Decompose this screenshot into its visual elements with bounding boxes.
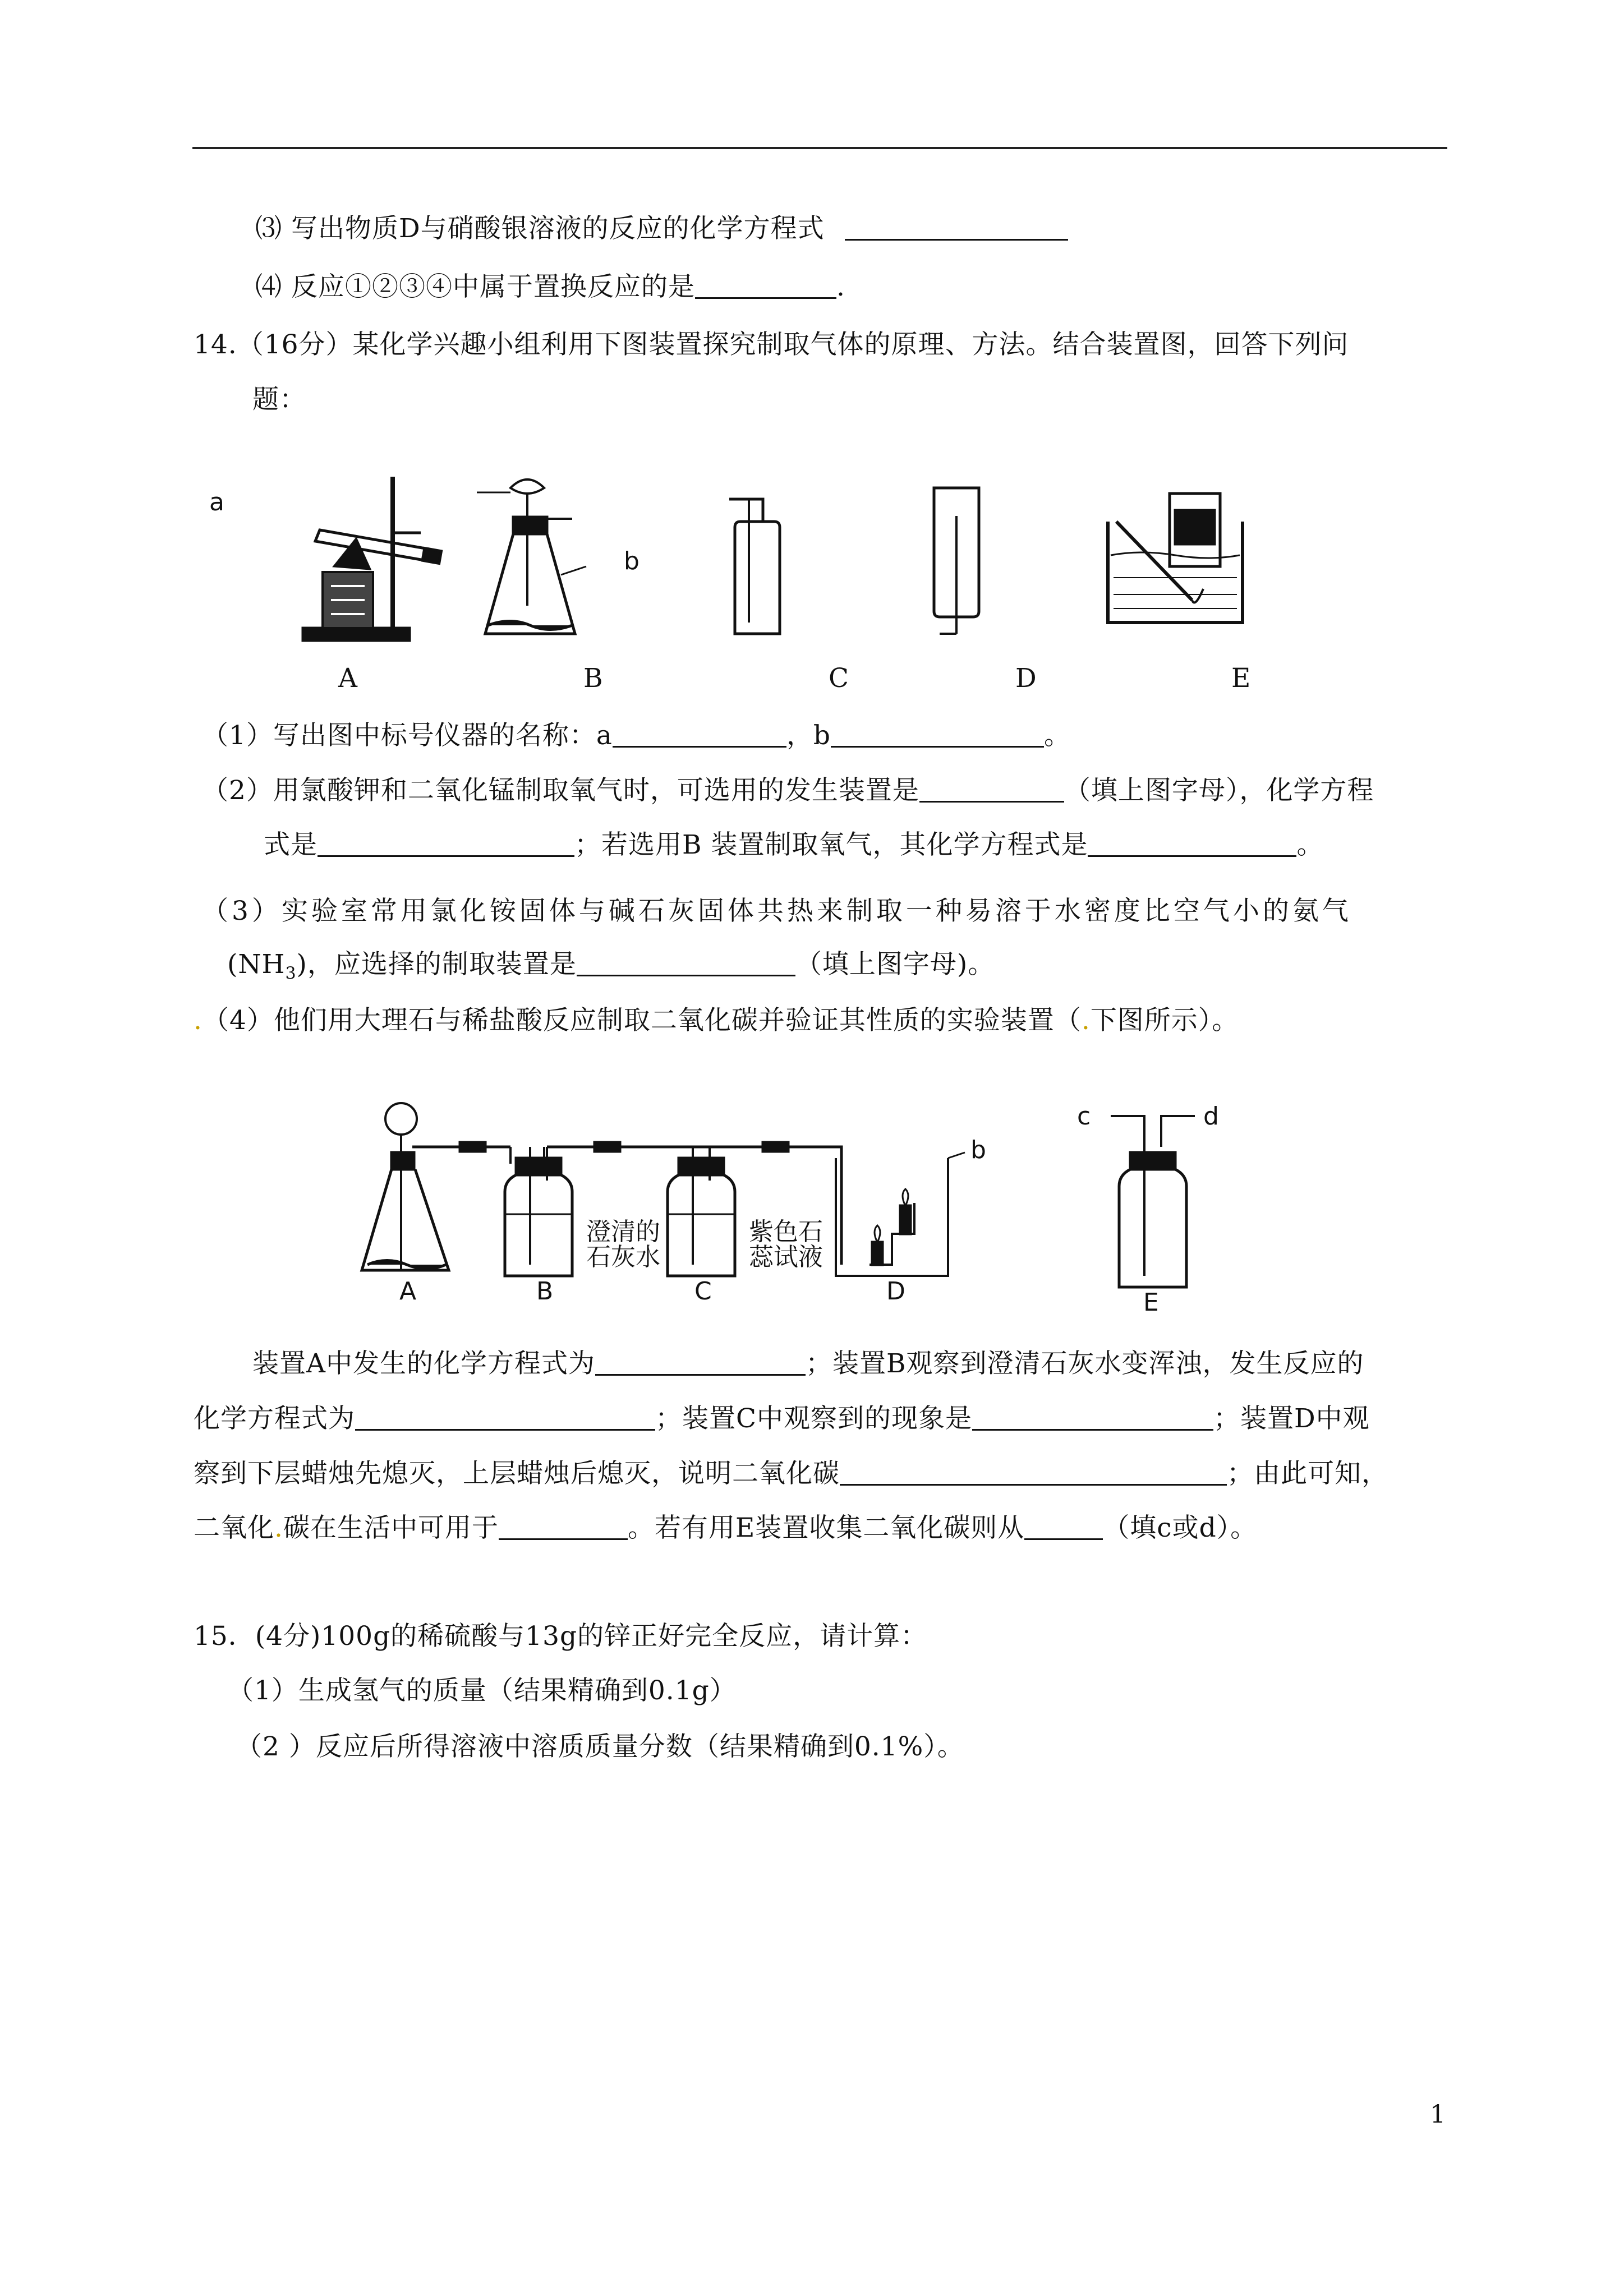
limewater-note-2: 石灰水 bbox=[586, 1243, 660, 1271]
q15-sub2: （2 ）反应后所得溶液中溶质质量分数（结果精确到0.1%）。 bbox=[236, 1731, 964, 1762]
q14-para-b: ；装置B观察到澄清石灰水变浑浊，发生反应的 bbox=[805, 1348, 1364, 1379]
answer-blank bbox=[613, 721, 786, 748]
q13-part4 bbox=[255, 270, 845, 304]
answer-blank bbox=[499, 1514, 628, 1540]
q14-sub2-line1 bbox=[202, 774, 1374, 808]
q14-para-line2 bbox=[194, 1402, 1370, 1436]
q14-sub3-line2 bbox=[227, 948, 995, 990]
label-d-mark: d bbox=[1203, 1102, 1219, 1131]
q15-intro: 15．(4分)100g的稀硫酸与13g的锌正好完全反应，请计算： bbox=[194, 1621, 928, 1652]
q14-para-text: 装置A中发生的化学方程式为 bbox=[252, 1348, 595, 1379]
q14-para-c2: ；装置D中观 bbox=[1213, 1403, 1370, 1434]
q14-para-text4: 二氧化 bbox=[194, 1513, 274, 1543]
fig2-label-e: E bbox=[1143, 1288, 1159, 1317]
q14-intro-line2: 题： bbox=[252, 384, 306, 415]
q14-sub1-b: ，b bbox=[786, 720, 831, 751]
nh3-sub: 3 bbox=[285, 963, 297, 984]
q14-para-line1 bbox=[252, 1347, 1364, 1381]
q14-para-text2: 化学方程式为 bbox=[194, 1403, 355, 1434]
marker-dot: . bbox=[194, 1005, 203, 1036]
q14-para-c4: 。若有用E装置收集二氧化碳则从 bbox=[627, 1513, 1025, 1543]
apparatus-d-inverted-bottle bbox=[934, 488, 979, 634]
q14-sub3-text: )，应选择的制取装置是 bbox=[296, 949, 577, 980]
fig1-label-b: B bbox=[583, 663, 604, 694]
answer-blank bbox=[840, 1459, 1227, 1486]
label-b-mark: b bbox=[970, 1136, 986, 1164]
q14-sub3-line1: （3）实验室常用氯化铵固体与碱石灰固体共热来制取一种易溶于水密度比空气小的氨气 bbox=[202, 896, 1352, 926]
apparatus-figure-1-svg bbox=[280, 465, 1290, 712]
q14-sub4-text: （4）他们用大理石与稀盐酸反应制取二氧化碳并验证其性质的实验装置（ bbox=[202, 1005, 1082, 1036]
apparatus-a-heating-setup bbox=[303, 477, 441, 640]
nh3-pre: (NH bbox=[227, 949, 286, 980]
q13-part4-end: . bbox=[836, 271, 845, 302]
q14-intro-line1: 14.（16分）某化学兴趣小组利用下图装置探究制取气体的原理、方法。结合装置图，回答下列问 bbox=[194, 329, 1349, 360]
label-a-mark: a bbox=[209, 488, 224, 517]
q14-sub2-line2 bbox=[264, 828, 1323, 862]
q14-sub2-end: 。 bbox=[1296, 829, 1324, 860]
q13-part3 bbox=[255, 212, 1068, 246]
answer-blank bbox=[318, 831, 574, 857]
q14-sub4 bbox=[194, 1004, 1239, 1038]
marker-dot: . bbox=[274, 1513, 283, 1543]
fig1-label-a: A bbox=[338, 663, 358, 694]
q14-sub1-text: （1）写出图中标号仪器的名称：a bbox=[202, 720, 613, 751]
q13-part3-text: ⑶ 写出物质D与硝酸银溶液的反应的化学方程式 bbox=[255, 213, 825, 244]
q14-sub1-end: 。 bbox=[1044, 720, 1071, 751]
answer-blank bbox=[1088, 831, 1296, 857]
q14-para-line4 bbox=[194, 1511, 1257, 1545]
apparatus-e-water-trough bbox=[1108, 494, 1243, 623]
litmus-note-2: 蕊试液 bbox=[749, 1243, 823, 1271]
q15-sub1: （1）生成氢气的质量（结果精确到0.1g） bbox=[227, 1675, 737, 1706]
fig2-label-b: B bbox=[536, 1277, 554, 1306]
page-number: 1 bbox=[1430, 2100, 1446, 2129]
apparatus-b-conical-flask bbox=[477, 480, 586, 634]
q14-para-d4: （填c或d）。 bbox=[1103, 1513, 1258, 1543]
label-b-mark: b bbox=[624, 547, 640, 575]
header-rule bbox=[192, 147, 1447, 149]
candle-beaker bbox=[836, 1152, 965, 1276]
answer-blank bbox=[919, 776, 1064, 803]
co2-generator-flask bbox=[362, 1103, 510, 1270]
answer-blank bbox=[577, 950, 795, 976]
answer-blank bbox=[1024, 1514, 1103, 1540]
q14-para-b4: 碳在生活中可用于 bbox=[283, 1513, 499, 1543]
answer-blank bbox=[845, 214, 1068, 241]
answer-blank bbox=[355, 1404, 655, 1431]
fig2-label-c: C bbox=[694, 1277, 712, 1306]
apparatus-figure-2-svg bbox=[353, 1102, 1307, 1304]
apparatus-figure-2 bbox=[353, 1102, 1307, 1317]
q14-para-line3 bbox=[194, 1457, 1388, 1491]
q14-sub2-d: ；若选用B 装置制取氧气，其化学方程式是 bbox=[574, 829, 1088, 860]
q14-para-text3: 察到下层蜡烛先熄灭，上层蜡烛后熄灭，说明二氧化碳 bbox=[194, 1458, 840, 1489]
q14-para-b2: ；装置C中观察到的现象是 bbox=[655, 1403, 972, 1434]
answer-blank bbox=[695, 273, 836, 299]
label-c-mark: c bbox=[1077, 1102, 1091, 1131]
q14-sub1 bbox=[202, 719, 1071, 753]
q13-part4-text: ⑷ 反应①②③④中属于置换反应的是 bbox=[255, 271, 695, 302]
fig1-label-c: C bbox=[829, 663, 849, 694]
apparatus-figure-1 bbox=[209, 465, 1290, 712]
apparatus-c-gas-bottle bbox=[729, 499, 780, 634]
answer-blank bbox=[972, 1404, 1213, 1431]
answer-blank bbox=[595, 1349, 806, 1376]
collection-bottle-e bbox=[1111, 1116, 1195, 1287]
fig2-label-d: D bbox=[886, 1277, 905, 1306]
fig1-label-d: D bbox=[1015, 663, 1037, 694]
fig1-label-e: E bbox=[1231, 663, 1252, 694]
q14-sub3-end: （填上图字母)。 bbox=[795, 949, 995, 980]
answer-blank bbox=[831, 721, 1044, 748]
q14-para-b3: ；由此可知， bbox=[1227, 1458, 1388, 1489]
marker-dot: . bbox=[1081, 1005, 1091, 1036]
q14-sub2-b: （填上图字母），化学方程 bbox=[1064, 775, 1374, 806]
q14-sub2-c: 式是 bbox=[264, 829, 318, 860]
limewater-note-1: 澄清的 bbox=[586, 1218, 660, 1246]
litmus-note-1: 紫色石 bbox=[749, 1218, 823, 1246]
q14-sub4-end: 下图所示）。 bbox=[1090, 1005, 1239, 1036]
fig2-label-a: A bbox=[399, 1277, 417, 1306]
q14-sub2-text: （2）用氯酸钾和二氧化锰制取氧气时，可选用的发生装置是 bbox=[202, 775, 919, 806]
